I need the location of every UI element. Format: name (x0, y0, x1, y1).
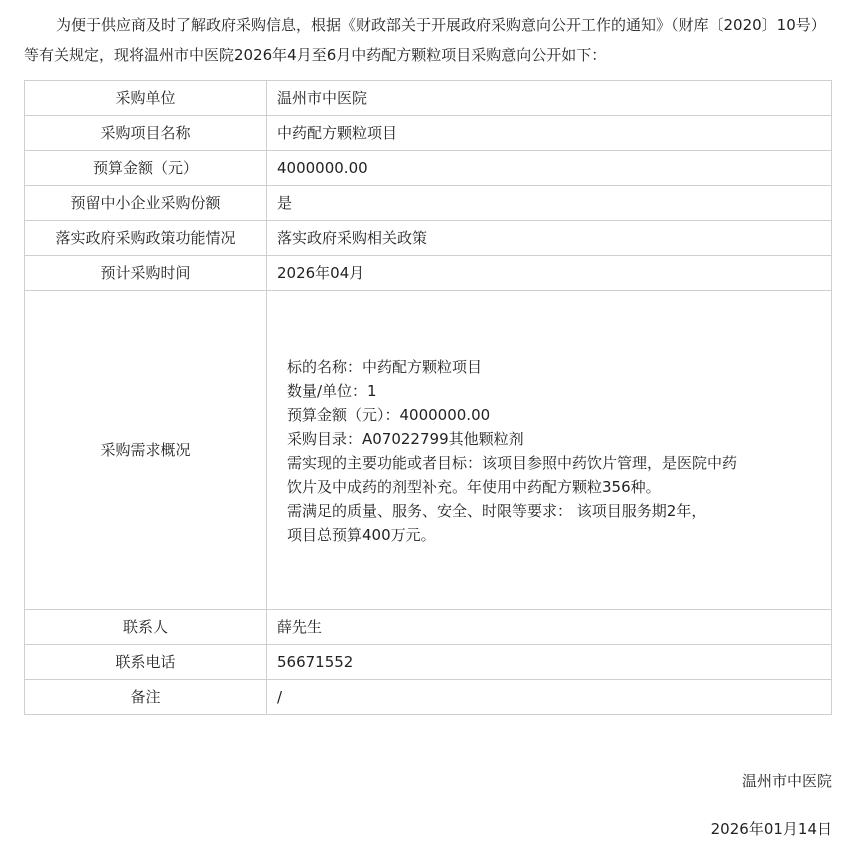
row-label: 预算金额（元） (25, 151, 267, 186)
table-row (25, 221, 832, 256)
row-value: 温州市中医院 (267, 81, 832, 116)
table-row (25, 645, 832, 680)
requirement-line: 预算金额（元）：4000000.00 (287, 406, 491, 424)
row-label: 落实政府采购政策功能情况 (25, 221, 267, 256)
row-label: 采购项目名称 (25, 116, 267, 151)
requirement-line: 数量/单位：1 (287, 382, 377, 400)
row-label: 预留中小企业采购份额 (25, 186, 267, 221)
requirements-cell (267, 291, 832, 610)
row-value: 中药配方颗粒项目 (267, 116, 832, 151)
requirement-line: 饮片及中成药的剂型补充。年使用中药配方颗粒356种。 (287, 478, 661, 496)
requirement-line: 采购目录：A07022799其他颗粒剂 (287, 430, 524, 448)
row-label: 联系人 (25, 610, 267, 645)
table-row (25, 151, 832, 186)
signature-organization: 温州市中医院 (741, 772, 832, 790)
row-value: 4000000.00 (267, 151, 832, 186)
intro-paragraph: 为便于供应商及时了解政府采购信息，根据《财政部关于开展政府采购意向公开工作的通知》（财库〔2020〕10号）等有关规定，现将温州市中医院2026年4月至6月中药配方颗粒项目采购意向公开如下： (24, 16, 826, 64)
requirement-line: 需实现的主要功能或者目标：该项目参照中药饮片管理，是医院中药 (287, 454, 738, 472)
procurement-intent-table (24, 80, 832, 715)
row-value: 落实政府采购相关政策 (267, 221, 832, 256)
requirement-line: 标的名称：中药配方颗粒项目 (287, 358, 483, 376)
table-row-requirements (25, 291, 832, 610)
table-row (25, 610, 832, 645)
row-value: 薛先生 (267, 610, 832, 645)
row-value: 56671552 (267, 645, 832, 680)
row-label: 预计采购时间 (25, 256, 267, 291)
row-value: 2026年04月 (267, 256, 832, 291)
row-label: 备注 (25, 680, 267, 715)
row-label: 采购单位 (25, 81, 267, 116)
table-row (25, 186, 832, 221)
requirement-line: 需满足的质量、服务、安全、时限等要求： 该项目服务期2年， (287, 502, 707, 520)
table-row (25, 680, 832, 715)
row-label: 采购需求概况 (25, 291, 267, 610)
row-value: / (267, 680, 832, 715)
row-label: 联系电话 (25, 645, 267, 680)
signature-date: 2026年01月14日 (710, 820, 832, 838)
requirement-line: 项目总预算400万元。 (287, 526, 436, 544)
row-value: 是 (267, 186, 832, 221)
table-row (25, 81, 832, 116)
table-row (25, 256, 832, 291)
requirements-text (277, 355, 821, 547)
table-row (25, 116, 832, 151)
